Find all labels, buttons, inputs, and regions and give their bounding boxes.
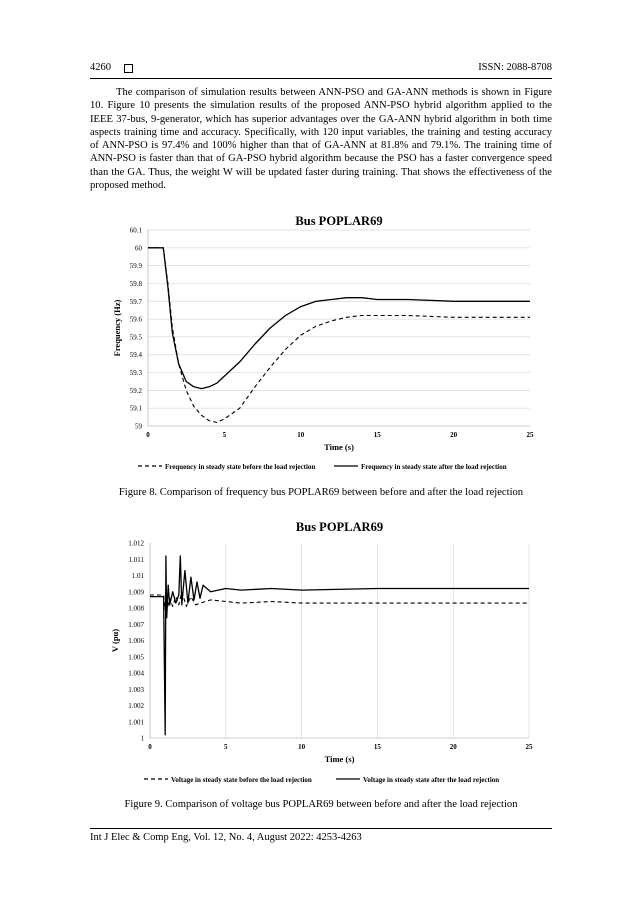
square-bullet-icon [124,64,133,73]
y-tick-label: 59.2 [129,386,142,395]
y-tick-label: 59.8 [129,279,142,288]
issn: ISSN: 2088-8708 [478,62,552,73]
x-tick-label: 20 [449,743,457,751]
x-tick-label: 15 [373,431,381,439]
legend-entry-2: Voltage in steady state after the load rejection [363,776,500,784]
y-tick-label: 1.005 [128,653,144,662]
page-number: 4260 [90,62,111,73]
series-line-1 [150,589,529,612]
x-tick-label: 15 [373,743,381,751]
y-tick-label: 1.006 [128,637,144,645]
page-header [90,62,552,78]
legend-entry-1: Frequency in steady state before the load rejection [165,463,316,471]
footer-rule [90,828,552,829]
y-tick-label: 60 [135,244,142,253]
x-tick-label: 0 [148,743,152,751]
y-tick-label: 59.3 [129,369,142,378]
chart-title: Bus POPLAR69 [295,520,384,534]
y-tick-label: 1.009 [128,588,144,597]
x-tick-label: 10 [298,743,306,751]
series-line-2 [150,556,529,735]
x-tick-label: 5 [224,743,228,751]
y-tick-label: 1.002 [128,702,144,710]
y-tick-label: 1.011 [128,555,144,564]
y-tick-label: 1.008 [128,604,144,613]
voltage-chart [90,517,552,792]
x-axis-label: Time (s) [324,754,355,764]
x-axis-label: Time (s) [324,442,354,452]
y-tick-label: 1.007 [128,620,144,629]
figure9-caption: Figure 9. Comparison of voltage bus POPLAR69 between before and after the load rejection [124,799,518,810]
x-tick-label: 25 [525,743,533,751]
y-tick-label: 1.01 [131,572,144,580]
body-paragraph: The comparison of simulation results between ANN-PSO and GA-ANN methods is shown in Figure 10. Figure 10 presents the simulation results of the proposed ANN-PSO hybrid algorithm applied to the IEEE 37-bus, 9-generator, which has superior advantages over the GA-ANN hybrid algorithm in both time aspects training time and accuracy. Specifically, with 120 input variables, the training and testing accuracy of ANN-PSO is 97.4% and 100% higher than that of GA-ANN at 81.8% and 79.1%. The training time of ANN-PSO is faster than that of GA-PSO hybrid algorithm because the PSO has a faster convergence speed than the GA. Thus, the weight W will be updated faster during training. That shows the effectiveness of the proposed method. [90,87,552,192]
y-axis-label: Frequency (Hz) [112,299,122,357]
chart-title: Bus POPLAR69 [295,214,383,228]
x-tick-label: 10 [297,431,305,439]
y-tick-label: 1.003 [128,685,144,694]
y-tick-label: 1 [140,734,144,743]
series-line-1 [148,248,530,423]
legend-entry-1: Voltage in steady state before the load rejection [171,776,312,784]
y-tick-label: 59.6 [129,315,142,324]
header-rule [90,78,552,79]
legend-entry-2: Frequency in steady state after the load rejection [361,463,507,471]
y-tick-label: 1.012 [128,539,144,548]
y-tick-label: 59.7 [129,297,142,306]
x-tick-label: 25 [526,431,534,439]
x-tick-label: 0 [146,431,150,439]
y-tick-label: 1.001 [128,718,144,727]
y-tick-label: 1.004 [128,669,144,678]
y-tick-label: 59.5 [129,333,142,342]
page-footer: Int J Elec & Comp Eng, Vol. 12, No. 4, August 2022: 4253-4263 [90,832,362,843]
y-tick-label: 59 [135,422,142,431]
x-tick-label: 5 [222,431,227,439]
y-tick-label: 59.1 [129,404,142,413]
y-tick-label: 59.9 [129,262,142,271]
figure8-caption: Figure 8. Comparison of frequency bus POPLAR69 between before and after the load rejection [118,487,524,498]
y-tick-label: 60.1 [129,226,142,235]
frequency-chart [90,210,552,475]
series-line-2 [148,248,530,389]
y-tick-label: 59.4 [129,351,142,360]
x-tick-label: 20 [450,431,458,439]
y-axis-label: V (pu) [110,628,120,653]
